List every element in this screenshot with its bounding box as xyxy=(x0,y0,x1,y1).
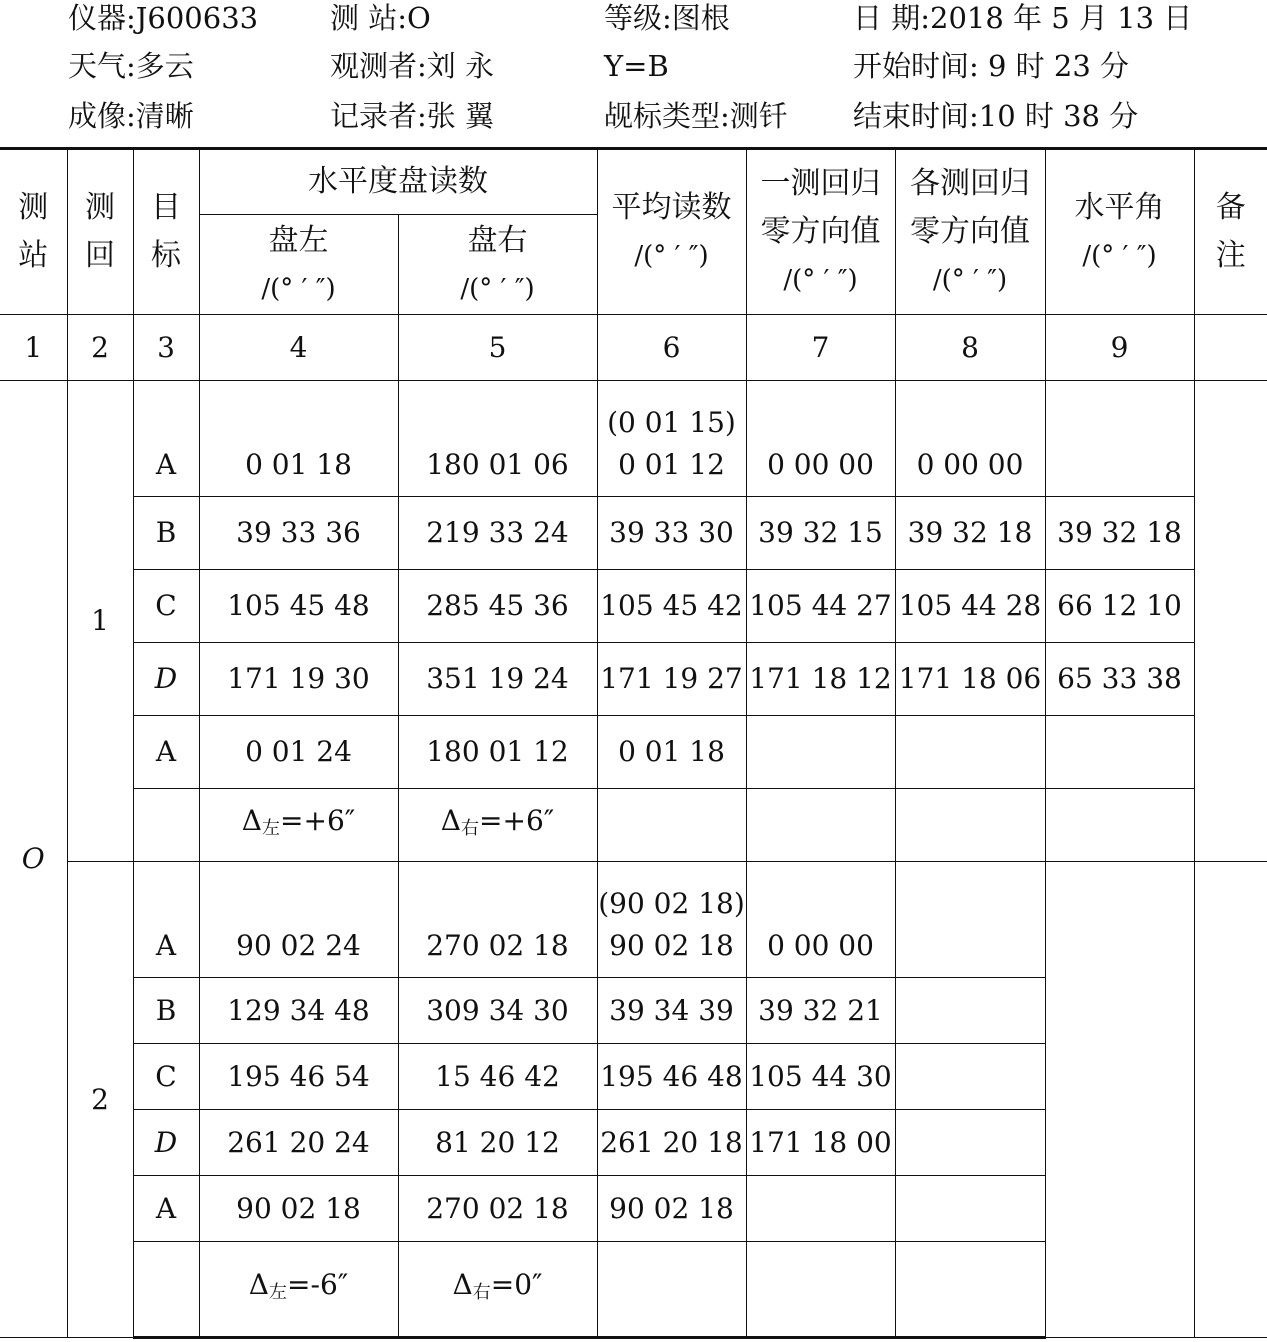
observation-header xyxy=(0,0,1267,145)
target-cell: A xyxy=(133,716,199,789)
delta-right-cell xyxy=(398,789,597,862)
zeroall-unit: /(° ′ ″) xyxy=(932,265,1008,295)
instrument-field: 仪器:J600633 xyxy=(68,1,259,35)
delta-symbol: Δ xyxy=(241,804,263,837)
header-line: 备 xyxy=(1215,190,1246,225)
mean-cell xyxy=(597,862,746,978)
mean-top: (0 01 15) xyxy=(607,406,736,439)
zeroall-cell xyxy=(895,1044,1045,1110)
target-cell: B xyxy=(133,978,199,1044)
zero1-cell-empty xyxy=(746,1242,895,1338)
zero1-cell xyxy=(746,716,895,789)
header-line: 各测回归 xyxy=(910,166,1030,201)
delta-value: =-6″ xyxy=(287,1268,349,1301)
col-number: 5 xyxy=(398,315,597,381)
delta-sub: 右 xyxy=(472,1282,491,1303)
left-cell: 261 20 24 xyxy=(199,1110,398,1176)
header-line: 零方向值 xyxy=(760,214,881,249)
column-number-row xyxy=(0,315,1267,381)
mean-cell: 39 34 39 xyxy=(597,978,746,1044)
right-cell: 285 45 36 xyxy=(398,570,597,643)
col-number: 2 xyxy=(67,315,133,381)
target-cell: A xyxy=(133,1176,199,1242)
col-number: 8 xyxy=(895,315,1045,381)
round-cell: 1 xyxy=(67,381,133,862)
col-number: 7 xyxy=(746,315,895,381)
zeroall-cell: 39 32 18 xyxy=(895,497,1045,570)
mean-cell: 39 33 30 xyxy=(597,497,746,570)
header-line: 标 xyxy=(151,238,181,273)
zeroall-cell: 105 44 28 xyxy=(895,570,1045,643)
col-number-empty xyxy=(1194,315,1267,381)
mean-value: 90 02 18 xyxy=(609,929,734,962)
table-row xyxy=(0,497,1267,570)
col-station-header xyxy=(0,149,67,315)
mean-cell xyxy=(597,381,746,497)
col-right-header xyxy=(398,215,597,315)
y-field: Y=B xyxy=(604,49,669,83)
table-row xyxy=(0,643,1267,716)
zero1-cell: 105 44 30 xyxy=(746,1044,895,1110)
zeroall-cell xyxy=(895,862,1045,978)
remark-cell xyxy=(1194,381,1267,862)
left-label: 盘左 xyxy=(268,222,329,258)
date-field: 日 期:2018 年 5 月 13 日 xyxy=(853,1,1193,35)
left-cell: 195 46 54 xyxy=(199,1044,398,1110)
header-line: 站 xyxy=(18,238,49,273)
angle-cell xyxy=(1045,862,1194,1338)
imaging-field: 成像:清晰 xyxy=(68,99,194,133)
target-cell-empty xyxy=(133,789,199,862)
zero1-cell-empty xyxy=(746,789,895,862)
zero1-cell: 39 32 21 xyxy=(746,978,895,1044)
col-zeroall-header xyxy=(895,149,1045,315)
recorder-field: 记录者:张 翼 xyxy=(330,99,494,133)
col-round-header xyxy=(67,149,133,315)
mean-cell: 105 45 42 xyxy=(597,570,746,643)
right-cell: 219 33 24 xyxy=(398,497,597,570)
angle-cell-empty xyxy=(1045,789,1194,862)
mean-value: 0 01 12 xyxy=(618,448,725,481)
angle-cell xyxy=(1045,716,1194,789)
right-cell: 309 34 30 xyxy=(398,978,597,1044)
station-field: 测 站:O xyxy=(330,1,431,35)
target-cell: C xyxy=(133,570,199,643)
col-number: 6 xyxy=(597,315,746,381)
right-cell: 180 01 06 xyxy=(398,381,597,497)
zeroall-cell xyxy=(895,716,1045,789)
mean-cell-empty xyxy=(597,789,746,862)
left-cell: 0 01 24 xyxy=(199,716,398,789)
col-mean-header xyxy=(597,149,746,315)
target-cell-empty xyxy=(133,1242,199,1338)
table-row xyxy=(0,381,1267,497)
col-horizontal-reading-header: 水平度盘读数 xyxy=(199,149,597,215)
left-cell: 171 19 30 xyxy=(199,643,398,716)
right-cell: 15 46 42 xyxy=(398,1044,597,1110)
zeroall-cell-empty xyxy=(895,1242,1045,1338)
header-line: 目 xyxy=(151,190,181,225)
zeroall-cell: 0 00 00 xyxy=(895,381,1045,497)
zeroall-cell: 171 18 06 xyxy=(895,643,1045,716)
zero1-cell: 0 00 00 xyxy=(746,862,895,978)
col-number: 4 xyxy=(199,315,398,381)
zeroall-cell xyxy=(895,1110,1045,1176)
zero1-unit: /(° ′ ″) xyxy=(783,265,858,295)
delta-value: =0″ xyxy=(490,1268,543,1301)
left-cell: 105 45 48 xyxy=(199,570,398,643)
table-row xyxy=(0,716,1267,789)
right-cell: 81 20 12 xyxy=(398,1110,597,1176)
mean-label: 平均读数 xyxy=(611,190,732,225)
zero1-cell: 171 18 12 xyxy=(746,643,895,716)
delta-row xyxy=(0,789,1267,862)
delta-sub: 左 xyxy=(269,1282,288,1303)
zeroall-cell xyxy=(895,1176,1045,1242)
header-line: 测 xyxy=(18,190,49,225)
mean-unit: /(° ′ ″) xyxy=(634,241,709,271)
mean-cell: 0 01 18 xyxy=(597,716,746,789)
right-cell: 180 01 12 xyxy=(398,716,597,789)
col-zero1-header xyxy=(746,149,895,315)
delta-left-cell xyxy=(199,789,398,862)
angle-cell: 65 33 38 xyxy=(1045,643,1194,716)
zeroall-cell xyxy=(895,978,1045,1044)
target-cell: C xyxy=(133,1044,199,1110)
target-cell: A xyxy=(133,381,199,497)
left-cell: 0 01 18 xyxy=(199,381,398,497)
left-cell: 90 02 18 xyxy=(199,1176,398,1242)
left-cell: 90 02 24 xyxy=(199,862,398,978)
delta-left-cell xyxy=(199,1242,398,1338)
mean-cell: 171 19 27 xyxy=(597,643,746,716)
col-angle-header xyxy=(1045,149,1194,315)
left-unit: /(° ′ ″) xyxy=(261,273,336,304)
angle-cell: 39 32 18 xyxy=(1045,497,1194,570)
target-type-field: 觇标类型:测钎 xyxy=(604,99,788,133)
round-cell: 2 xyxy=(67,862,133,1338)
target-cell: A xyxy=(133,862,199,978)
col-remark-header xyxy=(1194,149,1267,315)
target-cell: B xyxy=(133,497,199,570)
mean-cell: 195 46 48 xyxy=(597,1044,746,1110)
header-line: 注 xyxy=(1215,238,1246,273)
zeroall-cell-empty xyxy=(895,789,1045,862)
col-target-header xyxy=(133,149,199,315)
zero1-cell: 39 32 15 xyxy=(746,497,895,570)
delta-symbol: Δ xyxy=(440,804,462,837)
col-number: 3 xyxy=(133,315,199,381)
left-cell: 129 34 48 xyxy=(199,978,398,1044)
observer-field: 观测者:刘 永 xyxy=(330,49,494,83)
angle-cell xyxy=(1045,381,1194,497)
zero1-cell: 171 18 00 xyxy=(746,1110,895,1176)
left-cell: 39 33 36 xyxy=(199,497,398,570)
grade-field: 等级:图根 xyxy=(604,1,730,35)
delta-sub: 右 xyxy=(461,818,480,839)
mean-cell-empty xyxy=(597,1242,746,1338)
mean-cell: 90 02 18 xyxy=(597,1176,746,1242)
header-line: 零方向值 xyxy=(910,214,1030,249)
header-line: 一测回归 xyxy=(760,166,881,201)
angle-label: 水平角 xyxy=(1074,190,1165,225)
delta-value: =+6″ xyxy=(479,804,555,837)
table-row xyxy=(0,862,1267,978)
delta-symbol: Δ xyxy=(452,1268,473,1301)
right-label: 盘右 xyxy=(467,222,528,258)
angle-cell: 66 12 10 xyxy=(1045,570,1194,643)
col-number: 1 xyxy=(0,315,67,381)
station-cell: O xyxy=(0,381,67,1338)
zero1-cell xyxy=(746,1176,895,1242)
remark-cell xyxy=(1194,862,1267,1338)
right-unit: /(° ′ ″) xyxy=(460,273,535,304)
observation-table xyxy=(0,147,1267,1339)
delta-right-cell xyxy=(398,1242,597,1338)
header-line: 测 xyxy=(85,190,115,225)
table-row xyxy=(0,570,1267,643)
zero1-cell: 105 44 27 xyxy=(746,570,895,643)
right-cell: 270 02 18 xyxy=(398,1176,597,1242)
weather-field: 天气:多云 xyxy=(68,49,194,83)
zero1-cell: 0 00 00 xyxy=(746,381,895,497)
target-cell: D xyxy=(133,643,199,716)
end-time-field: 结束时间:10 时 38 分 xyxy=(853,99,1139,133)
right-cell: 270 02 18 xyxy=(398,862,597,978)
delta-symbol: Δ xyxy=(248,1268,270,1301)
target-cell: D xyxy=(133,1110,199,1176)
start-time-field: 开始时间: 9 时 23 分 xyxy=(853,49,1129,83)
delta-sub: 左 xyxy=(262,818,281,839)
col-left-header xyxy=(199,215,398,315)
mean-top: (90 02 18) xyxy=(598,887,745,920)
right-cell: 351 19 24 xyxy=(398,643,597,716)
col-number: 9 xyxy=(1045,315,1194,381)
angle-unit: /(° ′ ″) xyxy=(1082,241,1157,271)
delta-value: =+6″ xyxy=(280,804,356,837)
mean-cell: 261 20 18 xyxy=(597,1110,746,1176)
header-line: 回 xyxy=(85,238,115,273)
